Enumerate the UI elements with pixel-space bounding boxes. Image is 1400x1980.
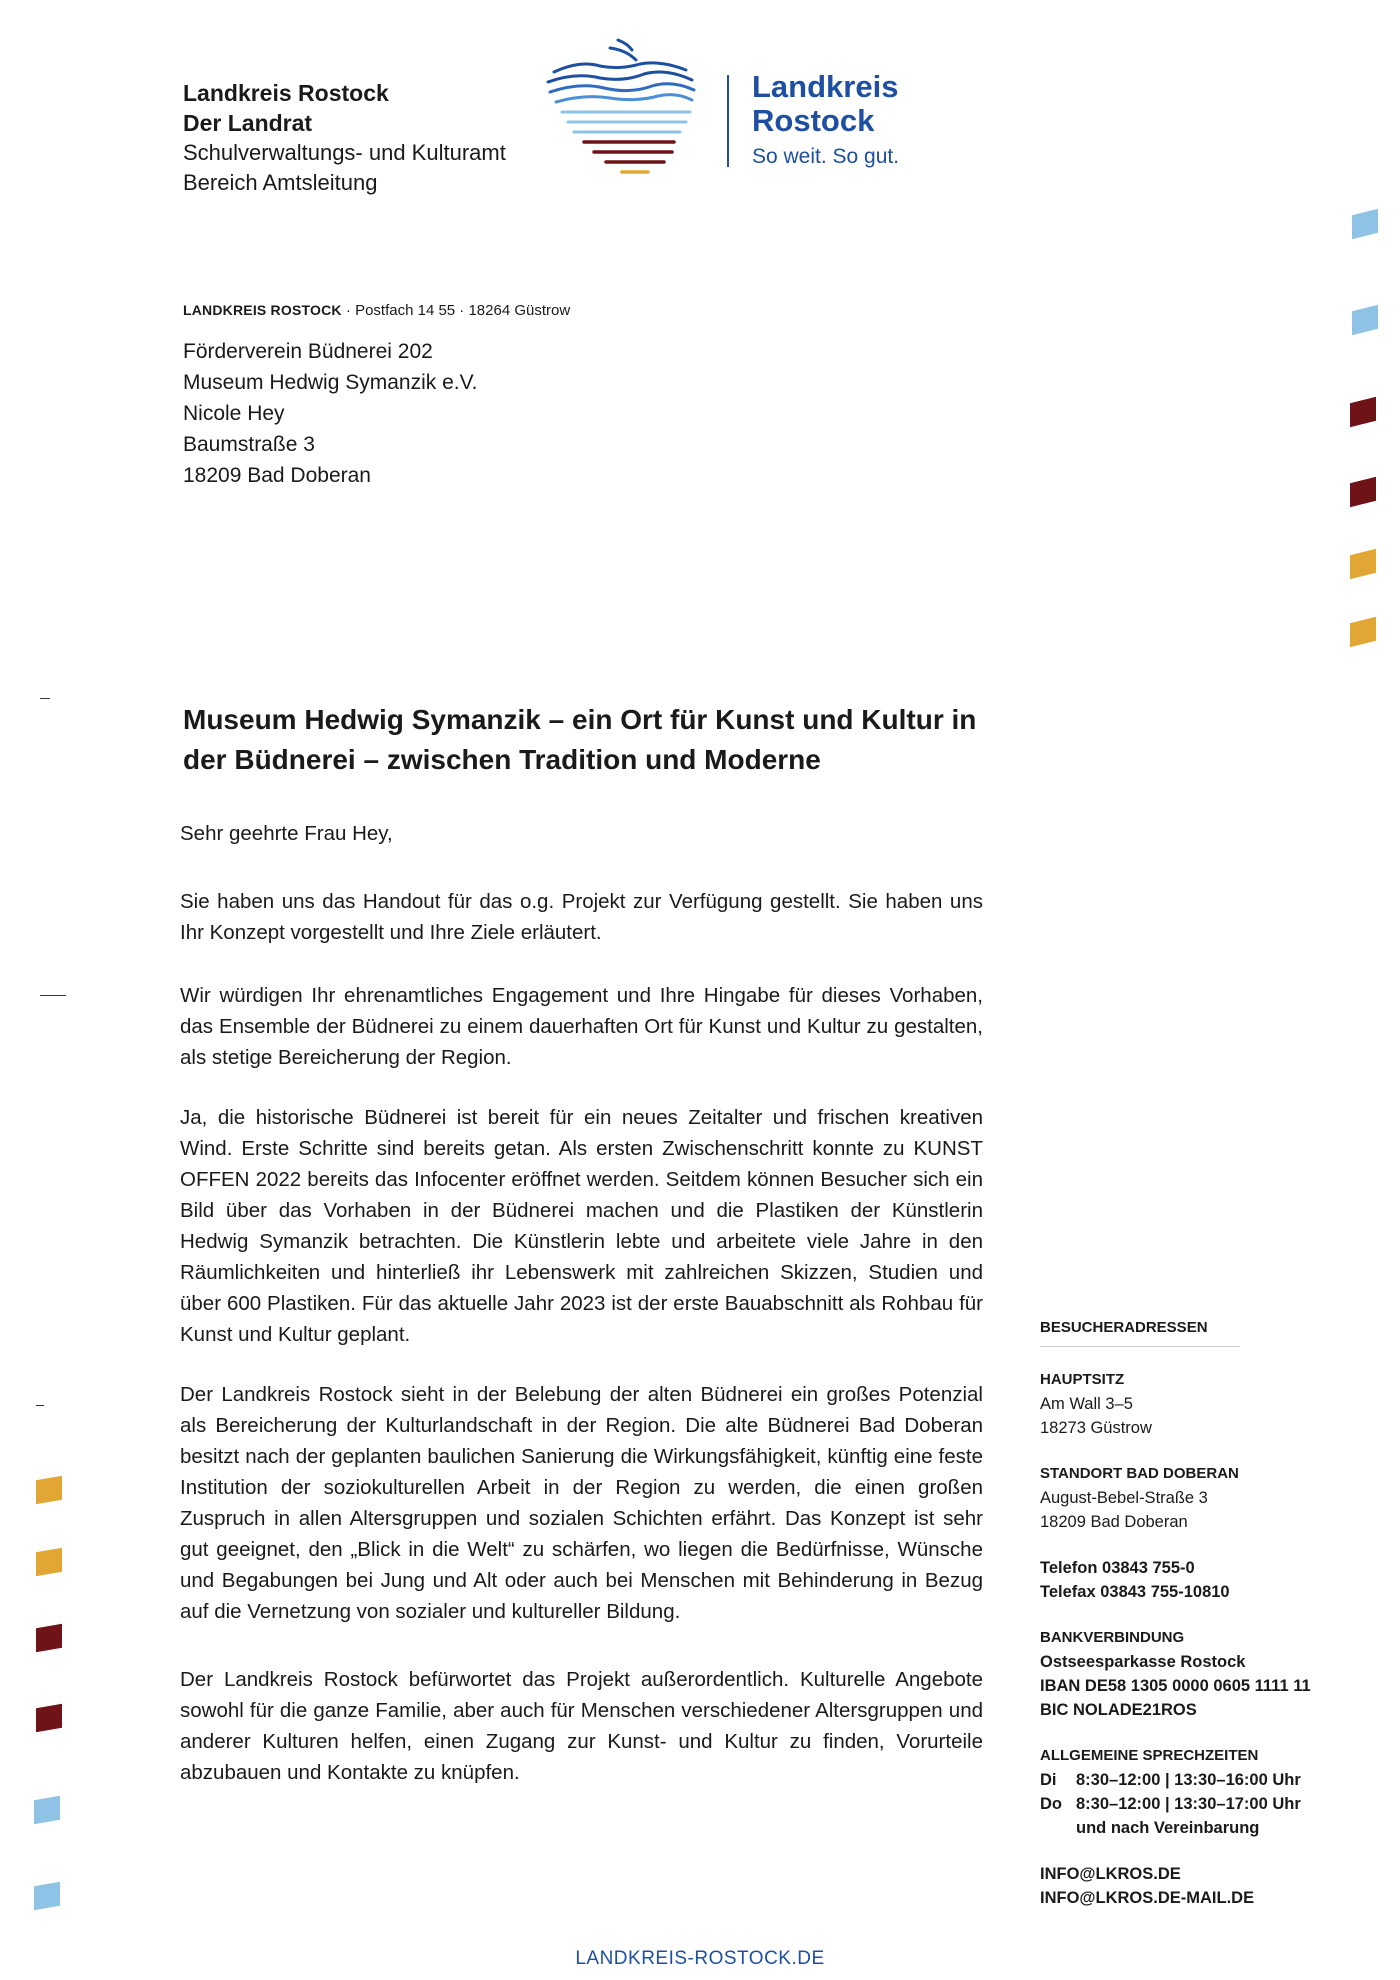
hours-time-tuesday: 8:30–12:00 | 13:30–16:00 Uhr <box>1076 1771 1301 1789</box>
branch-heading: STANDORT BAD DOBERAN <box>1040 1465 1239 1482</box>
recipient-address <box>183 336 478 491</box>
sender-block <box>183 78 506 198</box>
edge-marker-gold-4 <box>36 1548 62 1577</box>
recipient-line-1: Förderverein Büdnerei 202 <box>183 340 433 363</box>
return-address-rest: Postfach 14 55 · 18264 Güstrow <box>355 302 571 319</box>
edge-marker-gold-1 <box>1350 549 1376 579</box>
recipient-line-2: Museum Hedwig Symanzik e.V. <box>183 371 478 394</box>
body-paragraph-5: Der Landkreis Rostock befürwortet das Projekt außerordentlich. Kulturelle Angebote sowohl für die ganze Familie, aber auch für Menschen verschiedener Altersgruppen und anderer Kulturen helfen, einen Zugang zur Kunst- und Kultur zu finden, Vorurteile abzubauen und Kontakte zu knüpfen. <box>180 1668 983 1784</box>
bank-details <box>1040 1626 1320 1722</box>
main-office-city: 18273 Güstrow <box>1040 1419 1152 1437</box>
landkreis-logo-icon <box>540 36 700 181</box>
fax-number: Telefax 03843 755-10810 <box>1040 1583 1230 1601</box>
hours-day-tuesday: Di <box>1040 1771 1057 1789</box>
letter-subject: Museum Hedwig Symanzik – ein Ort für Kunst und Kultur in der Büdnerei – zwischen Tradition und Moderne <box>183 704 977 775</box>
edge-marker-blue-4 <box>34 1882 60 1911</box>
fold-mark-bottom <box>36 1405 44 1406</box>
return-address-org: LANDKREIS ROSTOCK <box>183 302 342 318</box>
edge-marker-red-2 <box>1350 477 1376 507</box>
return-address <box>183 302 570 319</box>
bank-bic: BIC NOLADE21ROS <box>1040 1701 1197 1719</box>
hours-day-thursday: Do <box>1040 1795 1062 1813</box>
edge-marker-gold-3 <box>36 1476 62 1505</box>
logo-divider <box>727 75 729 167</box>
body-paragraph-1: Sie haben uns das Handout für das o.g. Projekt zur Verfügung gestellt. Sie haben uns Ihr Konzept vorgestellt und Ihre Ziele erläutert. <box>180 890 983 944</box>
branch-office <box>1040 1462 1320 1534</box>
recipient-line-3: Nicole Hey <box>183 402 285 425</box>
email-demail[interactable]: INFO@LKROS.DE-MAIL.DE <box>1040 1889 1255 1907</box>
punch-mark <box>40 995 66 996</box>
edge-marker-red-4 <box>36 1704 62 1733</box>
phone-fax <box>1040 1556 1320 1604</box>
sender-division: Bereich Amtsleitung <box>183 170 378 195</box>
sender-authority: Landkreis Rostock <box>183 80 389 106</box>
hours-row-tuesday <box>1040 1768 1320 1792</box>
body-paragraph-4: Der Landkreis Rostock sieht in der Belebung der alten Büdnerei ein großes Potenzial als Bereicherung der Kulturlandschaft in der Region. Die alte Büdnerei Bad Doberan besitzt nach der geplanten baulichen Sanierung die Wirkungsfähigkeit, künftig eine feste Institution der soziokulturellen Arbeit in der Region zu werden, die einen großen Zuspruch in allen Altersgruppen und sozialen Schichten erfährt. Das Konzept ist sehr gut geeignet, den „Blick in die Welt“ zu schärfen, wo liegen die Bedürfnisse, Wünsche und Begabungen bei Jung und Alt oder auch bei Menschen mit Behinderung in Bezug auf die Vernetzung von sozialer und kultureller Bildung. <box>180 1383 983 1623</box>
main-office-street: Am Wall 3–5 <box>1040 1395 1133 1413</box>
office-hours <box>1040 1744 1320 1840</box>
recipient-line-5: 18209 Bad Doberan <box>183 464 371 487</box>
hours-heading: ALLGEMEINE SPRECHZEITEN <box>1040 1747 1259 1764</box>
bank-iban: IBAN DE58 1305 0000 0605 1111 11 <box>1040 1677 1311 1695</box>
main-office-heading: HAUPTSITZ <box>1040 1371 1125 1388</box>
contact-sidebar <box>1040 1316 1320 1932</box>
main-office <box>1040 1368 1320 1440</box>
return-address-separator: · <box>345 302 356 319</box>
fold-mark-top <box>40 698 50 699</box>
body-paragraph-2: Wir würdigen Ihr ehrenamtliches Engagement und Ihre Hingabe für dieses Vorhaben, das Ensemble der Büdnerei zu einem dauerhaften Ort für Kunst und Kultur zu gestalten, als stetige Bereicherung der Region. <box>180 984 983 1069</box>
edge-marker-red-3 <box>36 1624 62 1653</box>
bank-heading: BANKVERBINDUNG <box>1040 1629 1185 1646</box>
edge-marker-gold-2 <box>1350 617 1376 647</box>
body-paragraph-3: Ja, die historische Büdnerei ist bereit für ein neues Zeitalter und frischen kreativen Wind. Erste Schritte sind bereits getan. Als ersten Zwischenschritt konnte zu KUNST OFFEN 2022 bereits das Infocenter eröffnet werden. Seitdem können Besucher sich ein Bild über das Vorhaben in der Büdnerei machen und die Plastiken der Künstlerin Hedwig Symanzik betrachten. Die Künstlerin lebte und arbeitete viele Jahre in den Räumlichkeiten und hinterließ ihr Lebenswerk mit zahlreichen Skizzen, Studien und über 600 Plastiken. Für das aktuelle Jahr 2023 ist der erste Bauabschnitt als Rohbau für Kunst und Kultur geplant. <box>180 1106 983 1346</box>
footer-website-link[interactable]: LANDKREIS-ROSTOCK.DE <box>575 1948 825 1969</box>
sender-department: Schulverwaltungs- und Kulturamt <box>183 140 506 165</box>
phone-number: Telefon 03843 755-0 <box>1040 1559 1195 1577</box>
bank-name: Ostseesparkasse Rostock <box>1040 1653 1246 1671</box>
recipient-line-4: Baumstraße 3 <box>183 433 315 456</box>
sidebar-heading: BESUCHERADRESSEN <box>1040 1319 1208 1336</box>
hours-time-thursday: 8:30–12:00 | 13:30–17:00 Uhr <box>1076 1795 1301 1813</box>
logo-claim: So weit. So gut. <box>752 145 900 168</box>
branch-street: August-Bebel-Straße 3 <box>1040 1489 1208 1507</box>
logo-name-line1: Landkreis <box>752 69 899 104</box>
hours-row-thursday <box>1040 1792 1320 1816</box>
edge-marker-blue-1 <box>1352 209 1378 239</box>
edge-marker-blue-2 <box>1352 305 1378 335</box>
email-primary[interactable]: INFO@LKROS.DE <box>1040 1865 1181 1883</box>
email-addresses <box>1040 1862 1320 1910</box>
edge-marker-red-1 <box>1350 397 1376 427</box>
hours-note: und nach Vereinbarung <box>1076 1819 1260 1837</box>
salutation: Sehr geehrte Frau Hey, <box>180 822 393 845</box>
branch-city: 18209 Bad Doberan <box>1040 1513 1188 1531</box>
sender-office: Der Landrat <box>183 110 313 136</box>
logo-wordmark <box>752 70 899 172</box>
edge-marker-blue-3 <box>34 1796 60 1825</box>
logo-name-line2: Rostock <box>752 103 875 138</box>
